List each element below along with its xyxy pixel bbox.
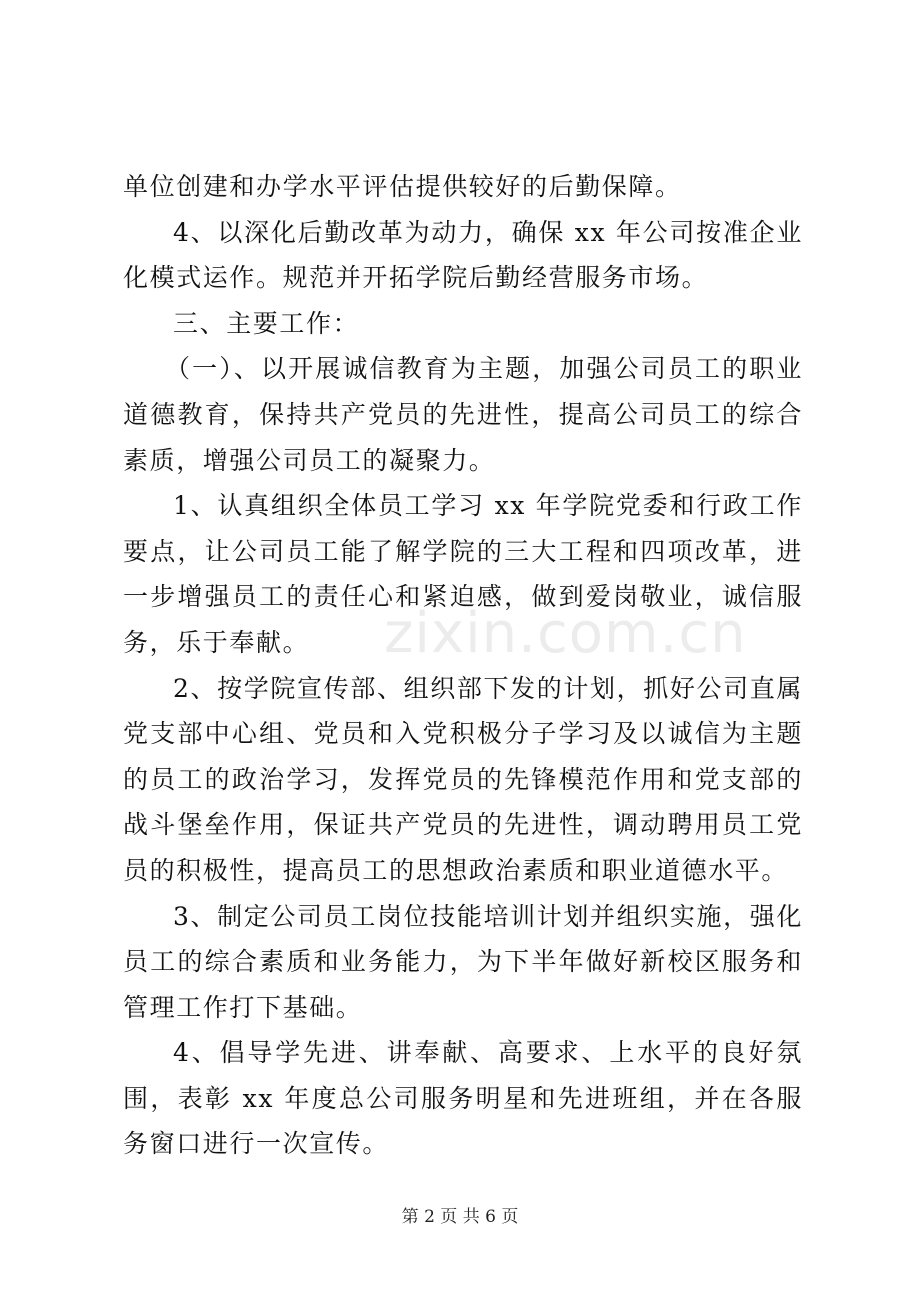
- paragraph-item-4: 4、倡导学先进、讲奉献、高要求、上水平的良好氛围，表彰 xx 年度总公司服务明星和先进班组，并在各服务窗口进行一次宣传。: [123, 1038, 803, 1159]
- paragraph-goal-4: 4、以深化后勤改革为动力，确保 xx 年公司按准企业化模式运作。规范并开拓学院后勤经营服务市场。: [123, 217, 803, 293]
- watermark-text: zixin.com.cn: [384, 601, 747, 666]
- paragraph-item-3: 3、制定公司员工岗位技能培训计划并组织实施，强化员工的综合素质和业务能力，为下半年做好新校区服务和管理工作打下基础。: [123, 901, 803, 1022]
- paragraph-item-1: 1、认真组织全体员工学习 xx 年学院党委和行政工作要点，让公司员工能了解学院的三大工程和四项改革，进一步增强员工的责任心和紧迫感，做到爱岗敬业，诚信服务，乐于奉献。: [123, 491, 803, 657]
- paragraph-item-2: 2、按学院宣传部、组织部下发的计划，抓好公司直属党支部中心组、党员和入党积极分子学习及以诚信为主题的员工的政治学习，发挥党员的先锋模范作用和党支部的战斗堡垒作用，保证共产党员的先进性，调动聘用员工党员的积极性，提高员工的思想政治素质和职业道德水平。: [123, 673, 803, 885]
- paragraph-continuation: 单位创建和办学水平评估提供较好的后勤保障。: [123, 172, 682, 201]
- subsection-heading-1: （一）、以开展诚信教育为主题，加强公司员工的职业道德教育，保持共产党员的先进性，提高公司员工的综合素质，增强公司员工的凝聚力。: [123, 354, 803, 475]
- document-body: [123, 164, 803, 1167]
- page-number-footer: 第 2 页 共 6 页: [401, 1207, 519, 1227]
- section-heading-main-work: 三、主要工作：: [173, 308, 360, 338]
